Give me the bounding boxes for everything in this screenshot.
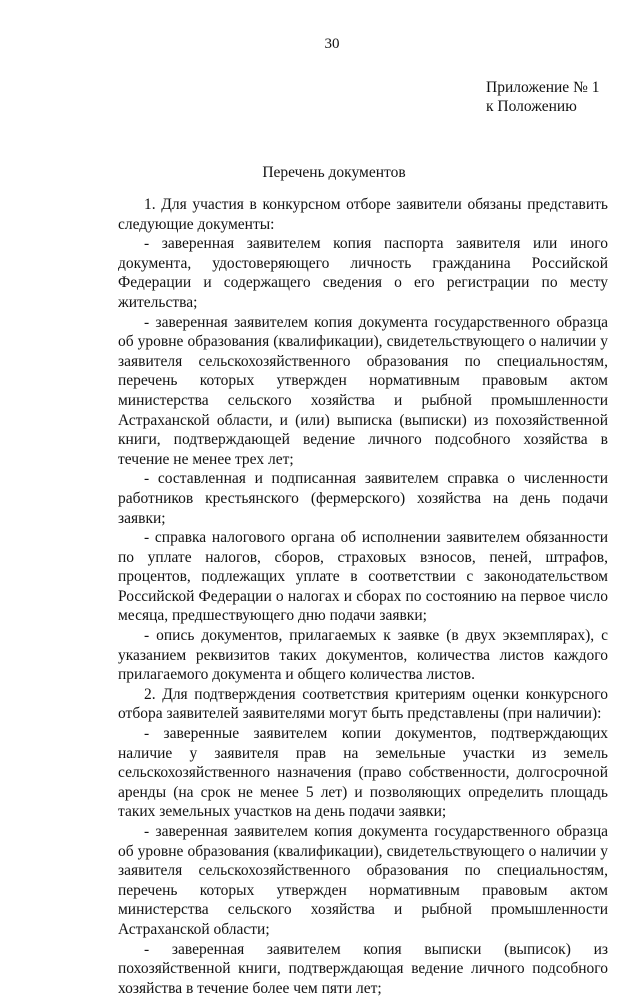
paragraph-1: 1. Для участия в конкурсном отборе заявители обязаны представить следующие документы: [118, 196, 608, 233]
document-title: Перечень документов [262, 164, 406, 181]
appendix-reference: к Положению [486, 98, 577, 115]
paragraph-10: - заверенная заявителем копия выписки (выписок) из похозяйственной книги, подтверждающая ведение личного подсобного хозяйства в течение более чем пяти лет; [118, 940, 608, 997]
paragraph-5: - справка налогового органа об исполнении заявителем обязанности по уплате налогов, сборов, страховых взносов, пеней, штрафов, процентов, подлежащих уплате в соответствии с законодательством Российской Федерации о налогах и сборах по состоянию на первое число месяца, предшествующего дню подачи заявки; [118, 529, 608, 625]
document-body [118, 195, 608, 998]
page-number: 30 [324, 36, 340, 52]
paragraph-2: - заверенная заявителем копия паспорта заявителя или иного документа, удостоверяющего личность гражданина Российской Федерации и содержащего сведения о его регистрации по месту жительства; [118, 235, 608, 311]
appendix-number: Приложение № 1 [486, 79, 600, 96]
paragraph-6: - опись документов, прилагаемых к заявке (в двух экземплярах), с указанием реквизитов таких документов, количества листов каждого прилагаемого документа и общего количества листов. [118, 627, 608, 684]
appendix-block [486, 78, 599, 116]
paragraph-8: - заверенные заявителем копии документов, подтверждающих наличие у заявителя прав на земельные участки из земель сельскохозяйственного назначения (право собственности, долгосрочной аренды (на срок не менее 5 лет) и позволяющих определить площадь таких земельных участков на день подачи заявки; [118, 725, 608, 821]
paragraph-9: - заверенная заявителем копия документа государственного образца об уровне образования (квалификации), свидетельствующего о наличии у заявителя сельскохозяйственного образования по специальностям, перечень которых утвержден нормативным правовым актом министерства сельского хозяйства и рыбной промышленности Астраханской области; [118, 823, 608, 938]
paragraph-3: - заверенная заявителем копия документа государственного образца об уровне образования (квалификации), свидетельствующего о наличии у заявителя сельскохозяйственного образования по специальностям, перечень которых утвержден нормативным правовым актом министерства сельского хозяйства и рыбной промышленности Астраханской области, и (или) выписка (выписки) из похозяйственной книги, подтверждающей ведение личного подсобного хозяйства в течение не менее трех лет; [118, 313, 608, 468]
paragraph-7: 2. Для подтверждения соответствия критериям оценки конкурсного отбора заявителей заявителями могут быть представлены (при наличии): [118, 685, 608, 723]
paragraph-4: - составленная и подписанная заявителем справка о численности работников крестьянского (фермерского) хозяйства на день подачи заявки; [118, 470, 608, 527]
